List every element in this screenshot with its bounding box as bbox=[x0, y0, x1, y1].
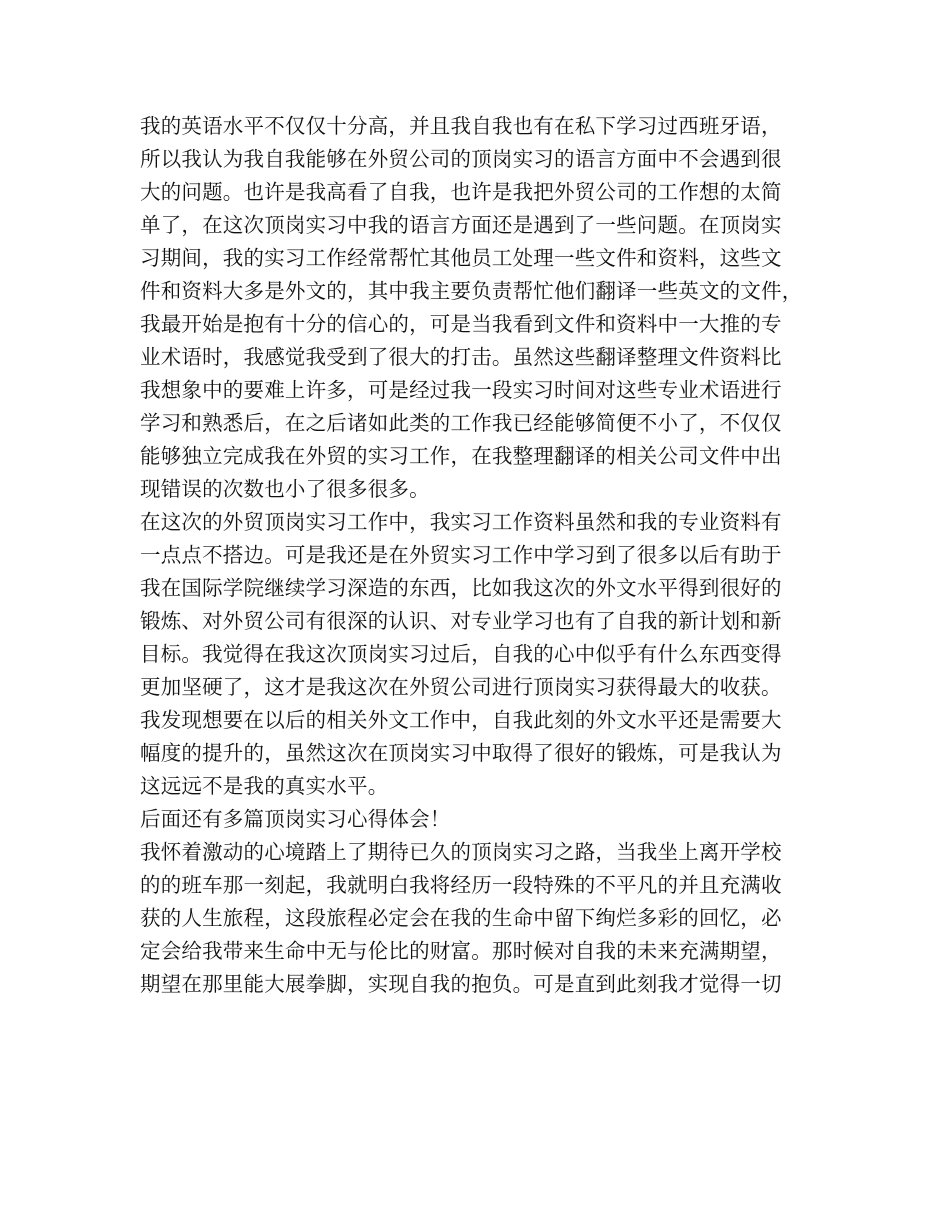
text-line: 我发现想要在以后的相关外文工作中，自我此刻的外文水平还是需要大 bbox=[140, 708, 782, 732]
text-line: 幅度的提升的，虽然这次在顶岗实习中取得了很好的锻炼，可是我认为 bbox=[140, 741, 782, 765]
text-line: 后面还有多篇顶岗实习心得体会！ bbox=[140, 807, 451, 831]
body-text bbox=[140, 110, 830, 1001]
text-line: 锻炼、对外贸公司有很深的认识、对专业学习也有了自我的新计划和新 bbox=[140, 609, 782, 633]
text-line: 习期间，我的实习工作经常帮忙其他员工处理一些文件和资料，这些文 bbox=[140, 246, 782, 270]
text-line: 更加坚硬了，这才是我这次在外贸公司进行顶岗实习获得最大的收获。 bbox=[140, 675, 782, 699]
text-line: 的的班车那一刻起，我就明白我将经历一段特殊的不平凡的并且充满收 bbox=[140, 873, 782, 897]
text-line: 一点点不搭边。可是我还是在外贸实习工作中学习到了很多以后有助于 bbox=[140, 543, 782, 567]
text-line: 现错误的次数也小了很多很多。 bbox=[140, 477, 430, 501]
text-line: 我在国际学院继续学习深造的东西，比如我这次的外文水平得到很好的 bbox=[140, 576, 782, 600]
text-line: 目标。我觉得在我这次顶岗实习过后，自我的心中似乎有什么东西变得 bbox=[140, 642, 782, 666]
text-line: 所以我认为我自我能够在外贸公司的顶岗实习的语言方面中不会遇到很 bbox=[140, 147, 782, 171]
text-line: 我最开始是抱有十分的信心的，可是当我看到文件和资料中一大推的专 bbox=[140, 312, 782, 336]
text-line: 业术语时，我感觉我受到了很大的打击。虽然这些翻译整理文件资料比 bbox=[140, 345, 782, 369]
text-line: 我想象中的要难上许多，可是经过我一段实习时间对这些专业术语进行 bbox=[140, 378, 782, 402]
text-line: 学习和熟悉后，在之后诸如此类的工作我已经能够简便不小了，不仅仅 bbox=[140, 411, 782, 435]
text-line: 单了，在这次顶岗实习中我的语言方面还是遇到了一些问题。在顶岗实 bbox=[140, 213, 782, 237]
text-line: 能够独立完成我在外贸的实习工作，在我整理翻译的相关公司文件中出 bbox=[140, 444, 782, 468]
text-line: 件和资料大多是外文的，其中我主要负责帮忙他们翻译一些英文的文件， bbox=[140, 279, 803, 303]
text-line: 这远远不是我的真实水平。 bbox=[140, 774, 389, 798]
text-line: 我的英语水平不仅仅十分高，并且我自我也有在私下学习过西班牙语， bbox=[140, 114, 782, 138]
text-line: 期望在那里能大展拳脚，实现自我的抱负。可是直到此刻我才觉得一切 bbox=[140, 972, 782, 996]
text-line: 在这次的外贸顶岗实习工作中，我实习工作资料虽然和我的专业资料有 bbox=[140, 510, 782, 534]
text-line: 大的问题。也许是我高看了自我，也许是我把外贸公司的工作想的太简 bbox=[140, 180, 782, 204]
text-line: 我怀着激动的心境踏上了期待已久的顶岗实习之路，当我坐上离开学校 bbox=[140, 840, 782, 864]
text-line: 获的人生旅程，这段旅程必定会在我的生命中留下绚烂多彩的回忆，必 bbox=[140, 906, 782, 930]
text-line: 定会给我带来生命中无与伦比的财富。那时候对自我的未来充满期望， bbox=[140, 939, 782, 963]
